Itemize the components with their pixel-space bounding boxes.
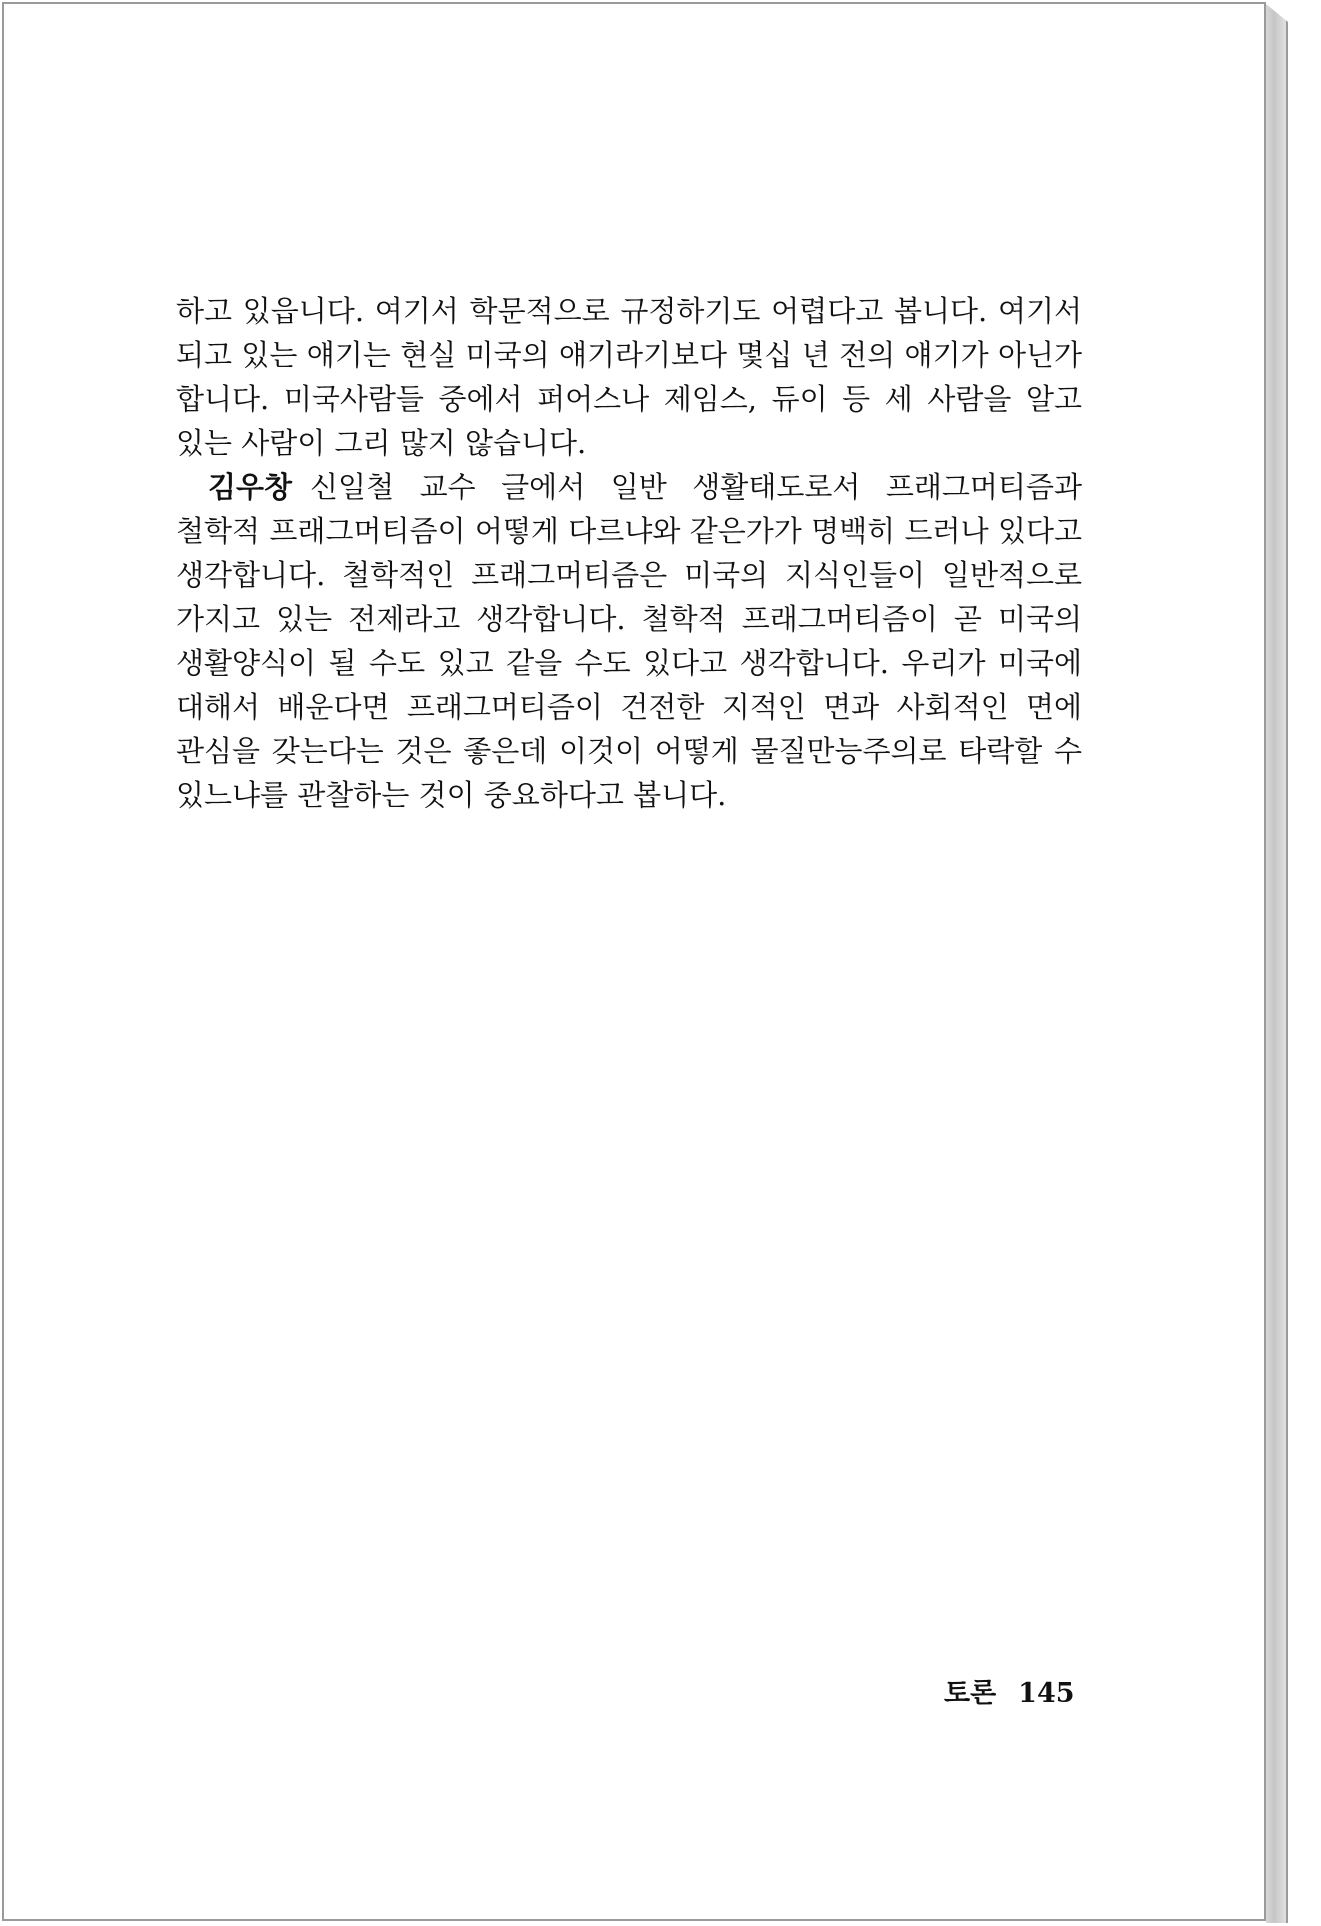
paragraph-kim-uchang — [176, 465, 1082, 817]
paragraph-text: 하고 있읍니다. 여기서 학문적으로 규정하기도 어렵다고 봅니다. 여기서 되고 있는 얘기는 현실 미국의 얘기라기보다 몇십 년 전의 얘기가 아닌가 합니다. 미국사람들 중에서 퍼어스나 제임스, 듀이 등 세 사람을 알고 있는 사람이 그리 많지 않습니다. — [176, 294, 1082, 460]
paragraph-continuation — [176, 289, 1082, 465]
speaker-name: 김우창 — [208, 470, 293, 504]
body-text — [176, 289, 1082, 817]
book-page — [2, 2, 1266, 1921]
section-title: 토론 — [944, 1678, 997, 1709]
page-footer — [944, 1671, 1075, 1710]
paragraph-text: 신일철 교수 글에서 일반 생활태도로서 프래그머티즘과 철학적 프래그머티즘이 어떻게 다르냐와 같은가가 명백히 드러나 있다고 생각합니다. 철학적인 프래그머티즘은 미국의 지식인들이 일반적으로 가지고 있는 전제라고 생각합니다. 철학적 프래그머티즘이 곧 미국의 생활양식이 될 수도 있고 같을 수도 있다고 생각합니다. 우리가 미국에 대해서 배운다면 프래그머티즘이 건전한 지적인 면과 사회적인 면에 관심을 갖는다는 것은 좋은데 이것이 어떻게 물질만능주의로 타락할 수 있느냐를 관찰하는 것이 중요하다고 봅니다. — [176, 470, 1082, 812]
page-number: 145 — [1018, 1678, 1075, 1709]
page-edge — [1266, 4, 1288, 1923]
